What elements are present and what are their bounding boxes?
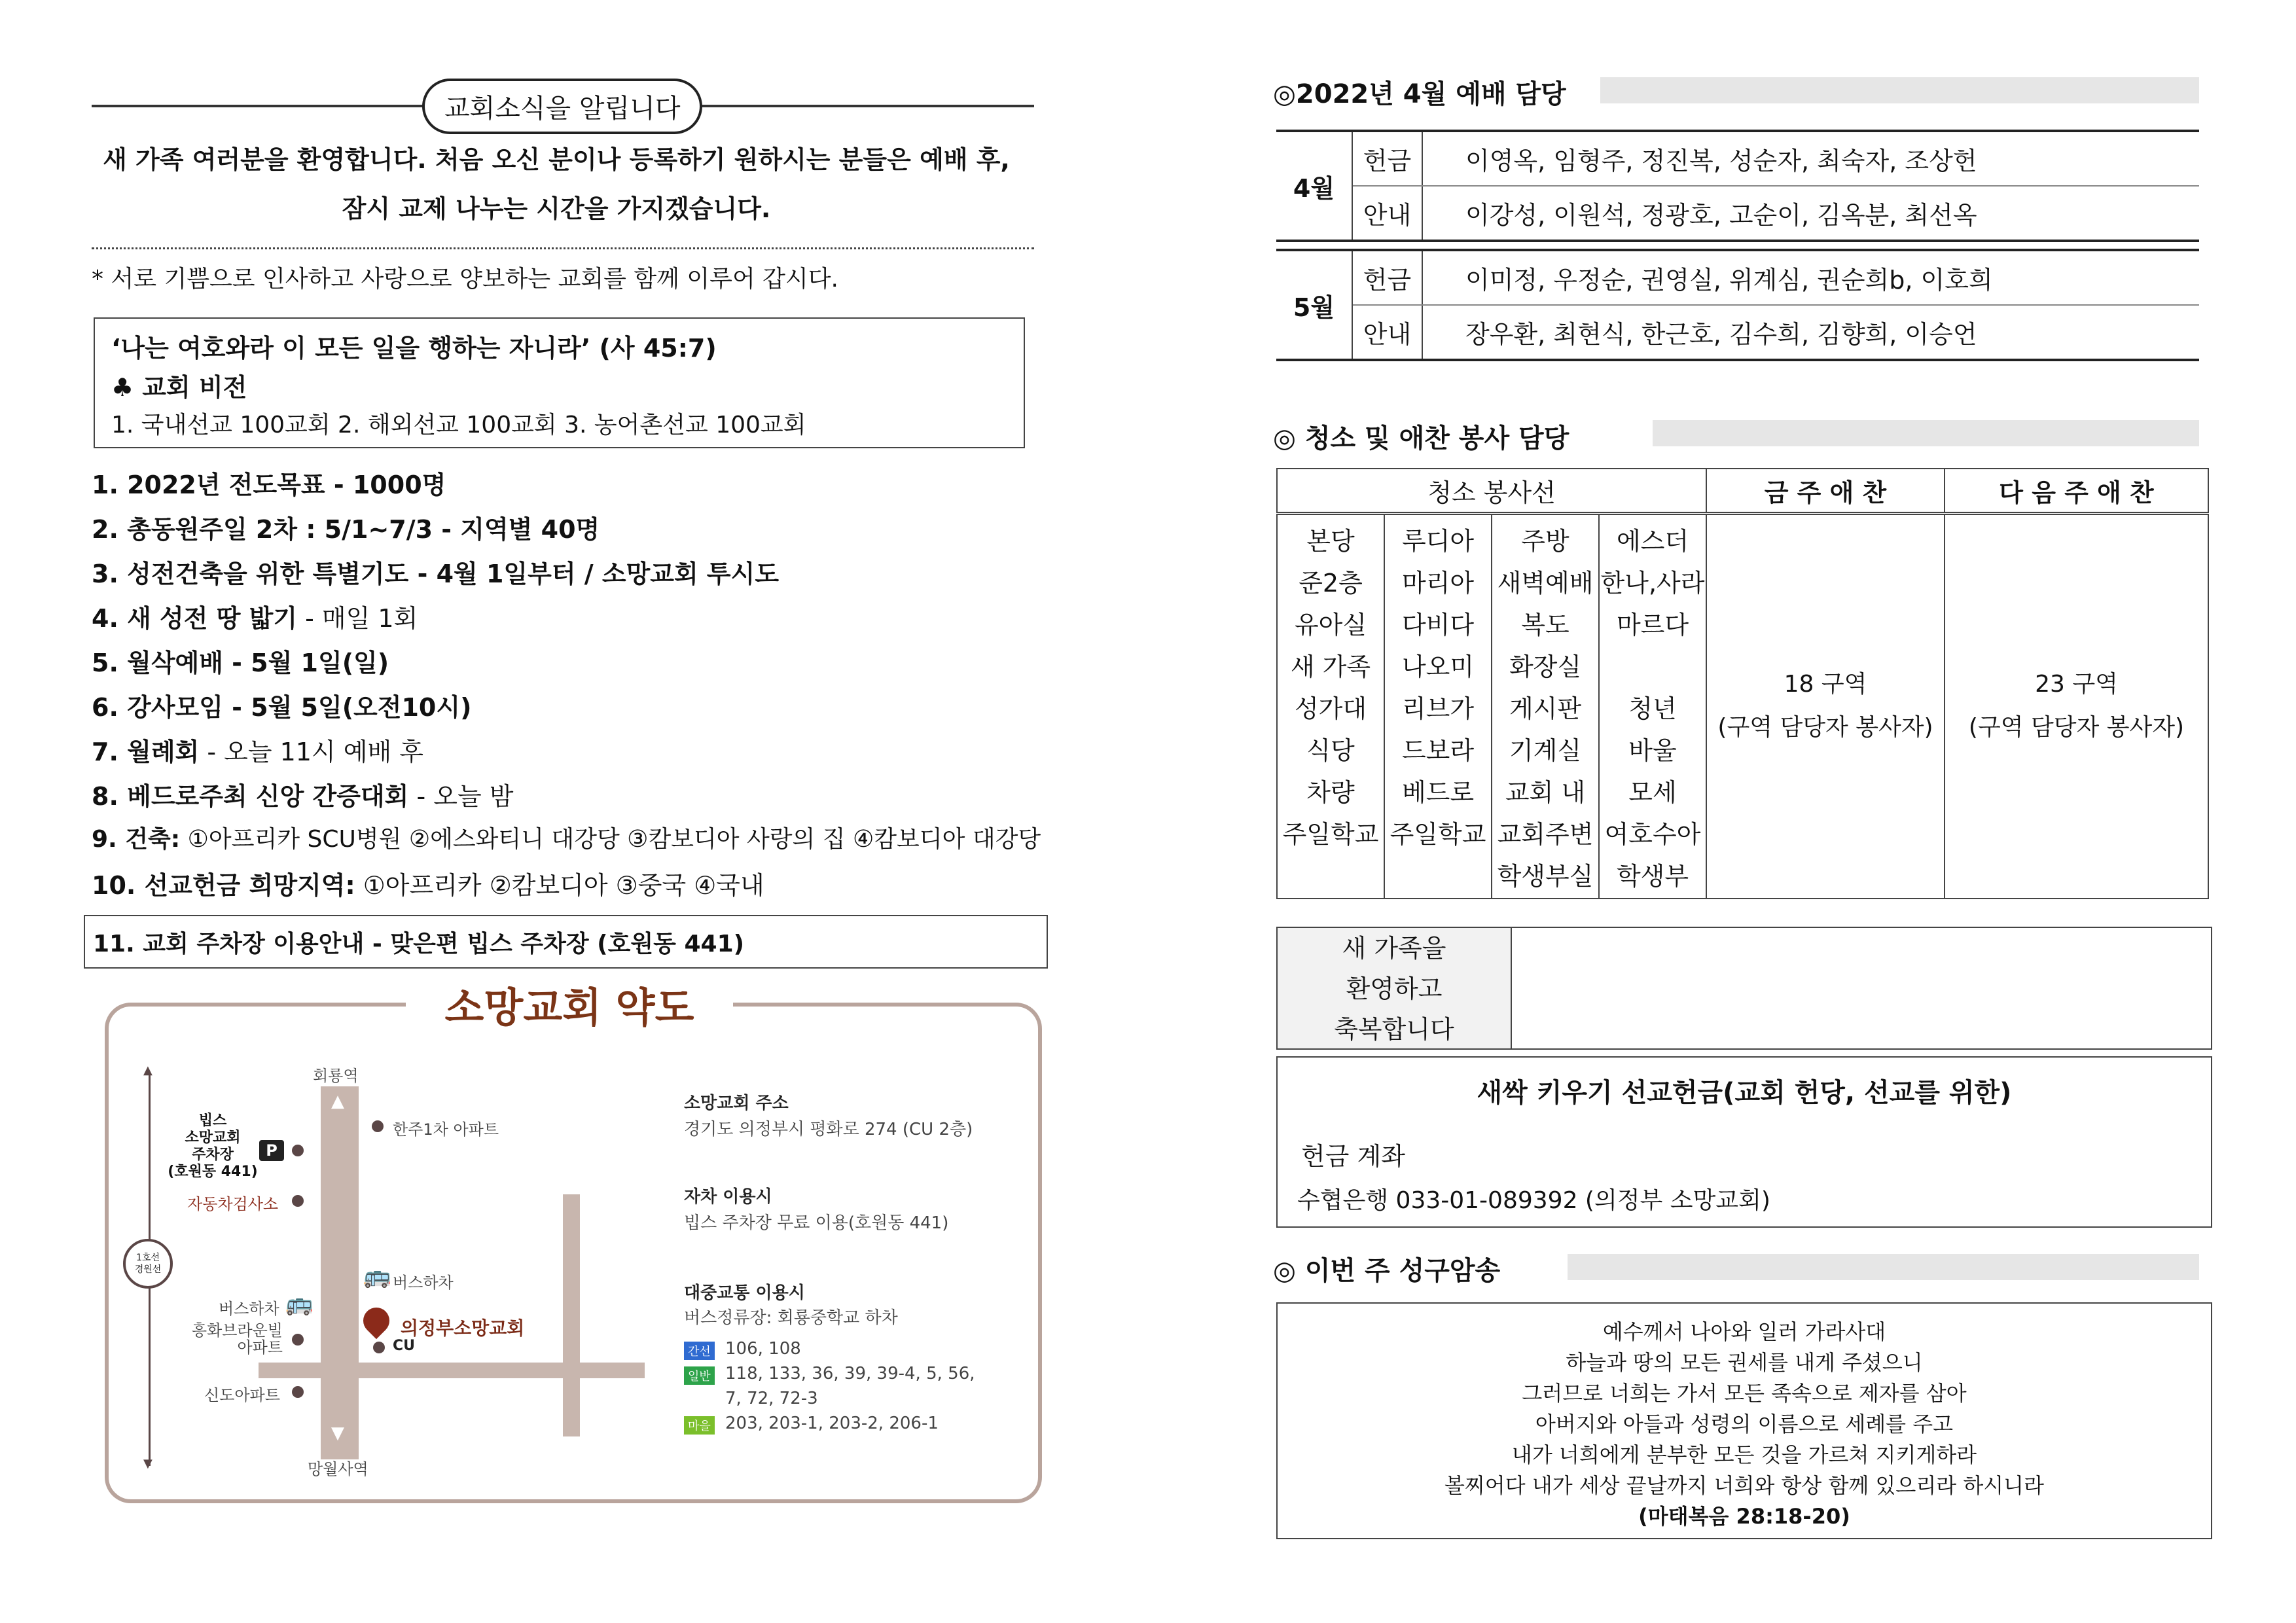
- news-item-5: 5. 월삭예배 - 5월 1일(일): [92, 649, 389, 677]
- church-label: 의정부소망교회: [401, 1317, 525, 1339]
- place-2-5: 리브가: [1401, 694, 1475, 723]
- account-title: 헌금 계좌: [1301, 1142, 1405, 1171]
- this-week-district: 18 구역: [1784, 671, 1867, 698]
- map-title: 소망교회 약도: [406, 975, 733, 1033]
- verse-line-5: 내가 너희에게 분부한 모든 것을 가르쳐 지키게하라: [1511, 1442, 1977, 1467]
- this-week-note: (구역 담당자 봉사자): [1717, 714, 1933, 741]
- this-week-header: 금 주 애 찬: [1706, 469, 1945, 513]
- place-4-8: 여호수아: [1604, 819, 1701, 849]
- place-4-5: 청년: [1628, 694, 1677, 723]
- news-item-2: 2. 총동원주일 2차 : 5/1~7/3 - 지역별 40명: [92, 515, 600, 544]
- news-item-7: 7. 월례회 - 오늘 11시 예배 후: [92, 738, 423, 766]
- bus-routes-trunk: 106, 108: [725, 1339, 801, 1359]
- cleaning-title-bar: [1653, 420, 2199, 446]
- new-family-box: [1276, 927, 2212, 1050]
- main-road: [321, 1086, 359, 1459]
- cleaning-col-4: [1599, 513, 1706, 899]
- place-2-7: 베드로: [1401, 777, 1475, 807]
- verse-line-4: 아버지와 아들과 성령의 이름으로 세례를 주고: [1535, 1412, 1954, 1436]
- station-hoeryong: 회룡역: [313, 1067, 359, 1085]
- verse-line-3: 그러므로 너희는 가서 모든 족속으로 제자를 삼아: [1522, 1381, 1967, 1406]
- sindo-dot: [292, 1386, 304, 1398]
- april-names-2: 이강성, 이원석, 정광호, 고순이, 김옥분, 최선옥: [1465, 201, 1977, 230]
- place-3-8: 교회주변: [1497, 819, 1594, 849]
- cleaning-col-3: [1492, 513, 1599, 899]
- this-week-cell: [1706, 513, 1945, 899]
- parking-dot: [292, 1145, 304, 1156]
- may-role-1: 헌금: [1352, 250, 1422, 305]
- place-3-3: 복도: [1521, 610, 1570, 639]
- inspection-label: 자동차검사소: [187, 1195, 279, 1213]
- sindo-label: 신도아파트: [204, 1386, 280, 1404]
- place-1-6: 식당: [1306, 736, 1355, 765]
- memory-title: ◎ 이번 주 성구암송: [1273, 1256, 1501, 1286]
- addr-title: 소망교회 주소: [684, 1094, 789, 1113]
- welcome-line-2: 잠시 교제 나누는 시간을 가지겠습니다.: [342, 194, 771, 223]
- car-title: 자차 이용시: [684, 1187, 772, 1207]
- dotted-divider: [92, 247, 1034, 249]
- line-badge-1: 1호선: [136, 1253, 160, 1263]
- verse-line-6: 볼찌어다 내가 세상 끝날까지 너희와 항상 함께 있으리라 하시니라: [1444, 1473, 2044, 1498]
- place-3-4: 화장실: [1509, 652, 1582, 681]
- verse-line-1: 예수께서 나아와 일러 가라사대: [1602, 1319, 1886, 1344]
- offering-title: 새싹 키우기 선교헌금(교회 헌당, 선교를 위한): [1477, 1078, 2012, 1108]
- next-week-district: 23 구역: [2035, 671, 2118, 698]
- place-1-7: 차량: [1306, 777, 1355, 807]
- line-badge-2: 경원선: [134, 1264, 162, 1275]
- news-header-title: 교회소식을 알립니다: [422, 79, 702, 134]
- april-names-1: 이영옥, 임형주, 정진복, 성순자, 최숙자, 조상헌: [1422, 131, 2199, 186]
- may-names-1: 이미정, 우정순, 권영실, 위계심, 권순희b, 이호희: [1422, 250, 2199, 305]
- memory-box: [1276, 1302, 2212, 1539]
- worship-title: ◎2022년 4월 예배 담당: [1273, 79, 1566, 109]
- heungwha-line-1: 흥화브라운빌: [191, 1321, 283, 1340]
- bus-tag-village: 마을: [684, 1416, 715, 1435]
- news-item-8: 8. 베드로주최 신앙 간증대회 - 오늘 밤: [92, 782, 514, 811]
- bus-left-icon: 🚌: [285, 1291, 314, 1317]
- vision-items: 1. 국내선교 100교회 2. 해외선교 100교회 3. 농어촌선교 100교회: [111, 412, 806, 438]
- bus-stop-right-label: 버스하차: [393, 1274, 454, 1292]
- verse-reference: (마태복음 28:18-20): [1638, 1504, 1850, 1529]
- new-family-line-1: 새 가족을: [1342, 934, 1446, 963]
- cleaning-title: ◎ 청소 및 애찬 봉사 담당: [1273, 423, 1570, 454]
- new-family-line-3: 축복합니다: [1334, 1015, 1454, 1044]
- memory-title-bar: [1568, 1254, 2199, 1280]
- car-text: 빕스 주차장 무료 이용(호원동 441): [684, 1213, 949, 1233]
- place-2-4: 나오미: [1401, 652, 1475, 681]
- place-3-6: 기계실: [1509, 736, 1582, 765]
- place-1-5: 성가대: [1294, 694, 1367, 723]
- cu-label: CU: [393, 1338, 416, 1354]
- place-3-9: 학생부실: [1497, 861, 1594, 891]
- vips-line-1: 빕스: [198, 1113, 227, 1129]
- place-3-1: 주방: [1521, 526, 1570, 556]
- public-stop: 버스정류장: 회룡중학교 하차: [684, 1308, 898, 1328]
- april-role-1: 헌금: [1352, 131, 1422, 186]
- place-1-2: 준2층: [1299, 568, 1363, 597]
- news-item-9: 9. 건축: ①아프리카 SCU병원 ②에스와티니 대강당 ③캄보디아 사랑의 집 ④캄보디아 대강당: [92, 826, 1041, 853]
- parking-notice: 11. 교회 주차장 이용안내 - 맞은편 빕스 주차장 (호원동 441): [93, 931, 745, 957]
- new-family-content: [1513, 928, 2207, 1048]
- vips-line-2: 소망교회: [185, 1130, 241, 1146]
- verse-line-2: 하늘과 땅의 모든 권세를 내게 주셨으니: [1566, 1350, 1923, 1375]
- heungwha-line-2: 아파트: [237, 1338, 283, 1357]
- greeting-note: * 서로 기쁨으로 인사하고 사랑으로 양보하는 교회를 함께 이루어 갑시다.: [92, 266, 838, 293]
- place-4-9: 학생부: [1616, 861, 1689, 891]
- inspection-dot: [292, 1195, 304, 1207]
- may-role-2: 안내: [1352, 305, 1422, 360]
- cleaning-header: 청소 봉사선: [1277, 469, 1706, 513]
- cross-road: [259, 1363, 645, 1378]
- place-4-1: 에스더: [1616, 526, 1689, 556]
- place-2-6: 드보라: [1401, 736, 1475, 765]
- place-3-5: 게시판: [1509, 694, 1582, 723]
- parking-box: [84, 915, 1048, 969]
- worship-title-bar: [1600, 77, 2199, 103]
- cleaning-table: [1276, 468, 2209, 899]
- may-month: 5월: [1276, 250, 1352, 360]
- vips-parking-label: [157, 1113, 268, 1181]
- bus-routes-village: 203, 203-1, 203-2, 206-1: [725, 1414, 939, 1433]
- bus-right-icon: 🚌: [363, 1263, 391, 1289]
- vision-box: [94, 317, 1025, 448]
- news-item-10: 10. 선교헌금 희망지역: ①아프리카 ②캄보디아 ③중국 ④국내: [92, 871, 764, 900]
- hanju-label: 한주1차 아파트: [393, 1120, 499, 1139]
- place-1-1: 본당: [1306, 526, 1355, 556]
- place-2-8: 주일학교: [1390, 819, 1486, 849]
- news-item-3: 3. 성전건축을 위한 특별기도 - 4월 1일부터 / 소망교회 투시도: [92, 560, 780, 588]
- next-week-cell: [1945, 513, 2208, 899]
- place-1-8: 주일학교: [1282, 819, 1379, 849]
- account-number: 수협은행 033-01-089392 (의정부 소망교회): [1297, 1187, 1770, 1214]
- vision-verse: ‘나는 여호와라 이 모든 일을 행하는 자니라’ (사 45:7): [111, 334, 717, 363]
- vips-line-3: 주차장: [192, 1147, 234, 1163]
- april-role-2: 안내: [1352, 186, 1422, 241]
- welcome-line-1: 새 가족 여러분을 환영합니다. 처음 오신 분이나 등록하기 원하시는 분들은 예배 후,: [103, 145, 1010, 174]
- place-4-7: 모세: [1628, 777, 1677, 807]
- place-2-2: 마리아: [1401, 568, 1475, 597]
- heungwha-label: [187, 1322, 283, 1356]
- bus-stop-left-label: 버스하차: [219, 1300, 279, 1318]
- bus-routes-general: 118, 133, 36, 39, 39-4, 5, 56,: [725, 1364, 975, 1383]
- vips-line-4: (호원동 441): [168, 1164, 258, 1180]
- line-badge: [123, 1239, 173, 1289]
- addr-text: 경기도 의정부시 평화로 274 (CU 2층): [684, 1120, 973, 1139]
- place-4-4: [1600, 646, 1705, 688]
- place-1-3: 유아실: [1294, 610, 1367, 639]
- place-4-2: 한나,사라: [1600, 568, 1705, 597]
- place-3-2: 새벽예배: [1497, 568, 1594, 597]
- next-week-header: 다 음 주 애 찬: [1999, 478, 2154, 507]
- rail-up-icon: ▲: [143, 1063, 152, 1077]
- north-arrow-icon: ▲: [331, 1092, 344, 1111]
- place-2-3: 다비다: [1401, 610, 1475, 639]
- news-item-6: 6. 강사모임 - 5월 5일(오전10시): [92, 693, 472, 722]
- next-week-note: (구역 담당자 봉사자): [1968, 714, 2185, 741]
- side-road: [563, 1194, 580, 1436]
- april-month: 4월: [1276, 131, 1352, 241]
- news-item-4: 4. 새 성전 땅 밟기 - 매일 1회: [92, 604, 418, 633]
- cleaning-col-2: [1384, 513, 1492, 899]
- worship-table-may: [1276, 249, 2199, 361]
- cu-dot: [373, 1342, 385, 1353]
- news-item-1: 1. 2022년 전도목표 - 1000명: [92, 471, 446, 499]
- rail-down-icon: ▼: [143, 1457, 152, 1471]
- bus-tag-general: 일반: [684, 1366, 715, 1385]
- place-1-4: 새 가족: [1290, 652, 1371, 681]
- new-family-label: [1278, 928, 1512, 1048]
- cleaning-col-1: [1277, 513, 1384, 899]
- bus-routes-general-2: 7, 72, 72-3: [725, 1389, 818, 1408]
- hanju-dot: [372, 1120, 384, 1132]
- bus-tag-trunk: 간선: [684, 1342, 715, 1360]
- offering-box: [1276, 1056, 2212, 1228]
- place-4-6: 바울: [1628, 736, 1677, 765]
- heungwha-dot: [292, 1334, 304, 1346]
- public-title: 대중교통 이용시: [684, 1283, 805, 1303]
- station-mangwolsa: 망월사역: [308, 1460, 368, 1478]
- south-arrow-icon: ▼: [331, 1423, 344, 1443]
- place-2-1: 루디아: [1401, 526, 1475, 556]
- place-4-3: 마르다: [1616, 610, 1689, 639]
- may-names-2: 장우환, 최현식, 한근호, 김수희, 김향희, 이승언: [1465, 320, 1977, 349]
- place-3-7: 교회 내: [1505, 777, 1586, 807]
- new-family-line-2: 환영하고: [1346, 974, 1443, 1003]
- vision-title: ♣ 교회 비전: [111, 373, 247, 402]
- worship-table-april: [1276, 130, 2199, 242]
- parking-icon: P: [259, 1140, 284, 1161]
